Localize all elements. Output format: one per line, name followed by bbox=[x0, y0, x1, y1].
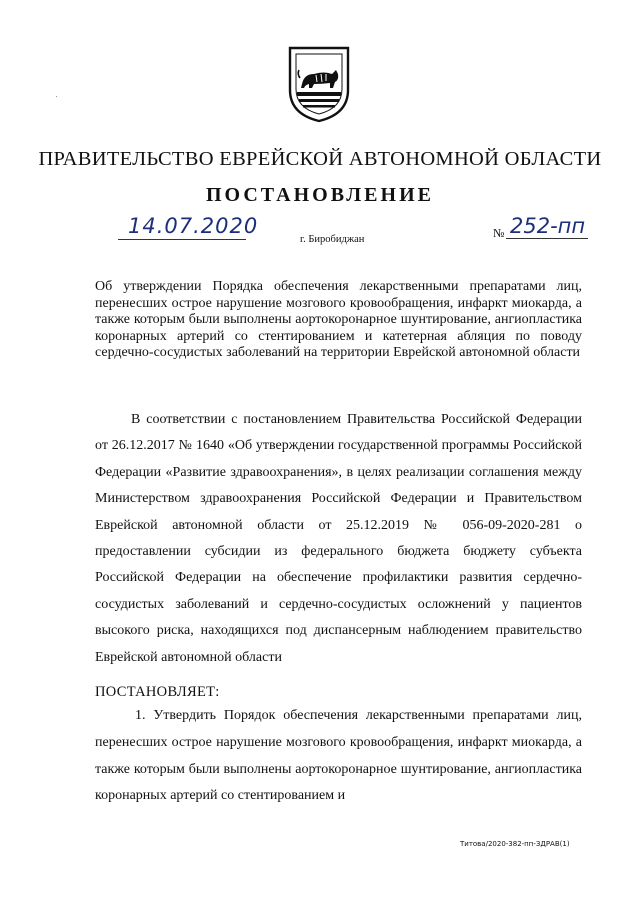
document-date: 14.07.2020 bbox=[128, 214, 259, 238]
number-prefix: № bbox=[493, 226, 505, 240]
footer-document-code: Титова/2020-382-пп-ЗДРАВ(1) bbox=[460, 840, 570, 848]
document-number: 252-пп bbox=[510, 214, 586, 238]
scan-speck bbox=[56, 96, 57, 97]
document-type-title: ПОСТАНОВЛЕНИЕ bbox=[206, 184, 434, 206]
number-underline bbox=[506, 238, 588, 239]
resolves-heading: ПОСТАНОВЛЯЕТ: bbox=[95, 684, 220, 700]
document-subject: Об утверждении Порядка обеспечения лекарственными препаратами лиц, перенесших острое нарушение мозгового кровообращения, инфаркт миокарда, а также которым были выполнены аортокоронарное шунтирование, ангиопластика коронарных артерий со стентированием и катетерная абляция по поводу сердечно-сосудистых заболеваний на территории Еврейской автономной области bbox=[95, 279, 582, 361]
date-underline bbox=[118, 239, 246, 240]
resolution-item-1: 1. Утвердить Порядок обеспечения лекарственными препаратами лиц, перенесших острое нарушение мозгового кровообращения, инфаркт миокарда, а также которым были выполнены аортокоронарное шунтирование, ангиопластика коронарных артерий со стентированием и bbox=[95, 708, 582, 804]
coat-of-arms-tiger-icon bbox=[284, 44, 354, 124]
organization-title: ПРАВИТЕЛЬСТВО ЕВРЕЙСКОЙ АВТОНОМНОЙ ОБЛАСТИ bbox=[38, 148, 602, 170]
city-name: г. Биробиджан bbox=[300, 234, 365, 245]
preamble-paragraph: В соответствии с постановлением Правительства Российской Федерации от 26.12.2017 № 1640 «Об утверждении государственной программы Российской Федерации «Развитие здравоохранения», в целях реализации соглашения между Министерством здравоохранения Российской Федерации и Правительством Еврейской автономной области от 25.12.2019 № 056-09-2020-281 о предоставлении субсидии из федерального бюджета бюджету субъекта Российской Федерации на обеспечение профилактики развития сердечно-сосудистых заболеваний и сердечно-сосудистых осложнений у пациентов высокого риска, находящихся под диспансерным наблюдением правительство Еврейской автономной области bbox=[95, 412, 582, 665]
